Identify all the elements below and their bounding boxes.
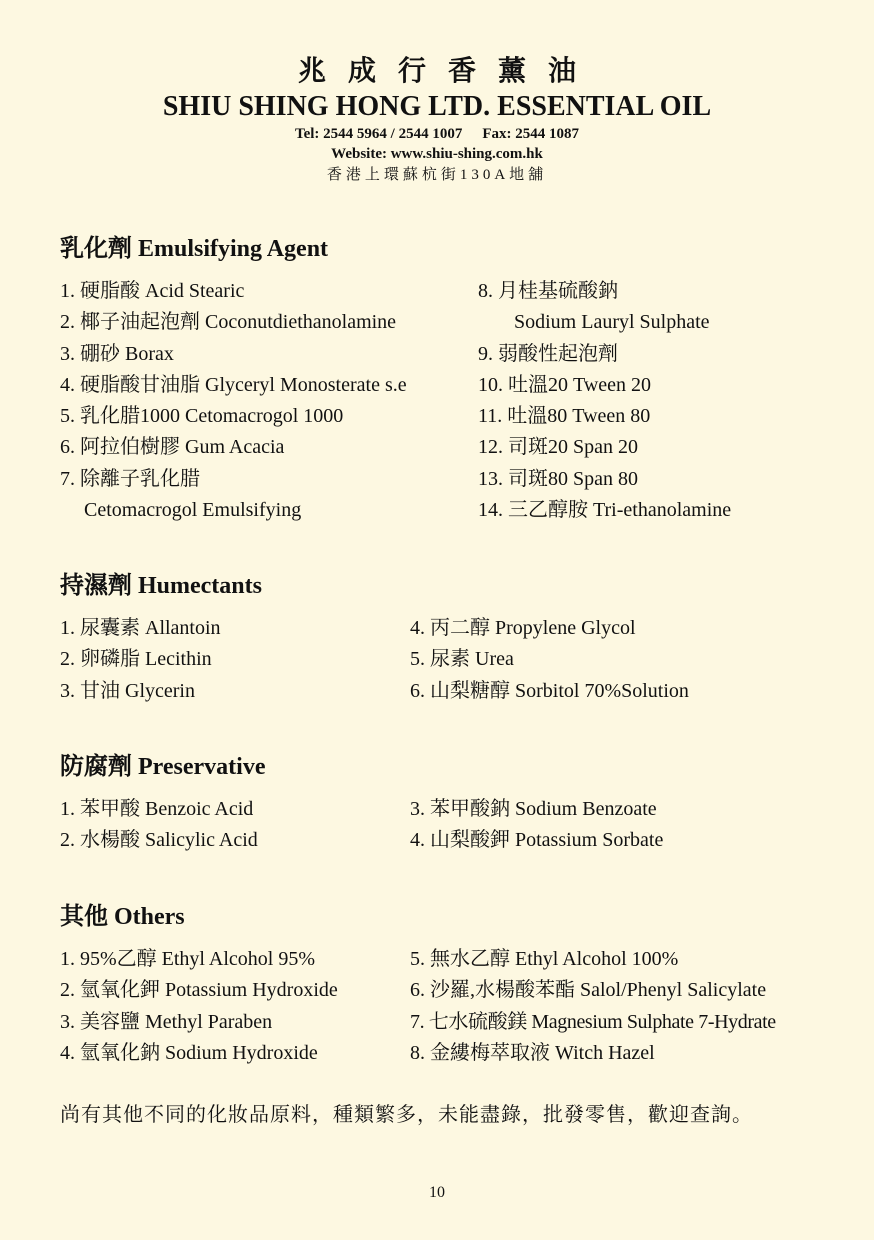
list-item: 5. 尿素 Urea <box>410 648 514 671</box>
page-header <box>0 52 874 186</box>
list-right <box>410 944 830 1069</box>
list-item-subline: Cetomacrogol Emulsifying <box>84 499 302 522</box>
list-item: 4. 山梨酸鉀 Potassium Sorbate <box>410 829 664 852</box>
address: 香港上環蘇杭街130A地舖 <box>326 167 548 183</box>
list-item: 3. 甘油 Glycerin <box>60 679 195 702</box>
list-item: 2. 椰子油起泡劑 Coconutdiethanolamine <box>60 311 397 334</box>
list-item: 5. 乳化腊1000 Cetomacrogol 1000 <box>60 405 344 428</box>
section-emulsifying-agent <box>60 232 840 526</box>
list-right <box>410 794 830 857</box>
page-number: 10 <box>429 1184 445 1201</box>
section-others <box>60 900 840 1069</box>
section-title: 防腐劑 Preservative <box>60 754 266 780</box>
company-name-english: SHIU SHING HONG LTD. ESSENTIAL OIL <box>162 91 712 122</box>
company-name-chinese: 兆成行香薰油 <box>297 56 598 87</box>
list-right <box>478 276 838 526</box>
section-humectants <box>60 569 840 707</box>
list-item: 10. 吐溫20 Tween 20 <box>478 373 652 396</box>
list-item-subline: Sodium Lauryl Sulphate <box>514 311 710 334</box>
list-item: 6. 山梨糖醇 Sorbitol 70%Solution <box>410 679 689 702</box>
list-item: 13. 司斑80 Span 80 <box>478 467 638 490</box>
list-item: 1. 苯甲酸 Benzoic Acid <box>60 798 254 820</box>
list-item: 1. 硬脂酸 Acid Stearic <box>60 280 245 302</box>
list-item: 7. 除離子乳化腊 Cetomacrogol Emulsifying <box>60 464 478 527</box>
list-item: 8. 月桂基硫酸鈉 Sodium Lauryl Sulphate <box>478 276 838 339</box>
fax: Fax: 2544 1087 <box>482 126 580 142</box>
list-left <box>60 944 410 1069</box>
section-title: 乳化劑 Emulsifying Agent <box>60 236 329 262</box>
list-item: 6. 阿拉伯樹膠 Gum Acacia <box>60 436 285 459</box>
list-item: 4. 氫氧化鈉 Sodium Hydroxide <box>60 1041 318 1064</box>
list-item: 6. 沙羅,水楊酸苯酯 Salol/Phenyl Salicylate <box>410 979 767 1002</box>
website: Website: www.shiu-shing.com.hk <box>331 146 543 162</box>
list-item: 7. 七水硫酸鎂 Magnesium Sulphate 7-Hydrate <box>410 1010 776 1033</box>
list-item: 3. 美容鹽 Methyl Paraben <box>60 1010 273 1033</box>
contact-line <box>0 124 874 144</box>
list-left <box>60 613 410 707</box>
list-item: 5. 無水乙醇 Ethyl Alcohol 100% <box>410 948 679 970</box>
list-item: 3. 硼砂 Borax <box>60 342 174 365</box>
list-item: 9. 弱酸性起泡劑 <box>478 342 618 365</box>
list-item: 2. 氫氧化鉀 Potassium Hydroxide <box>60 979 338 1002</box>
list-left <box>60 794 410 857</box>
list-item: 1. 95%乙醇 Ethyl Alcohol 95% <box>60 948 315 970</box>
list-item: 12. 司斑20 Span 20 <box>478 436 638 459</box>
section-title: 持濕劑 Humectants <box>60 573 262 599</box>
list-item: 3. 苯甲酸鈉 Sodium Benzoate <box>410 798 657 820</box>
list-item: 4. 硬脂酸甘油脂 Glyceryl Monosterate s.e <box>60 373 407 396</box>
list-item: 14. 三乙醇胺 Tri-ethanolamine <box>478 499 732 522</box>
list-item: 4. 丙二醇 Propylene Glycol <box>410 617 636 639</box>
footer-note: 尚有其他不同的化妝品原料，種類繁多，未能盡錄，批發零售，歡迎查詢。 <box>60 1104 753 1126</box>
list-item: 1. 尿囊素 Allantoin <box>60 617 221 639</box>
section-preservative <box>60 750 840 857</box>
list-right <box>410 613 830 707</box>
section-title: 其他 Others <box>60 904 185 930</box>
list-item: 11. 吐溫80 Tween 80 <box>478 405 651 428</box>
telephone: Tel: 2544 5964 / 2544 1007 <box>294 126 463 142</box>
list-item: 2. 水楊酸 Salicylic Acid <box>60 829 258 852</box>
list-item: 8. 金縷梅萃取液 Witch Hazel <box>410 1041 655 1064</box>
list-left <box>60 276 478 526</box>
list-item: 2. 卵磷脂 Lecithin <box>60 648 212 671</box>
